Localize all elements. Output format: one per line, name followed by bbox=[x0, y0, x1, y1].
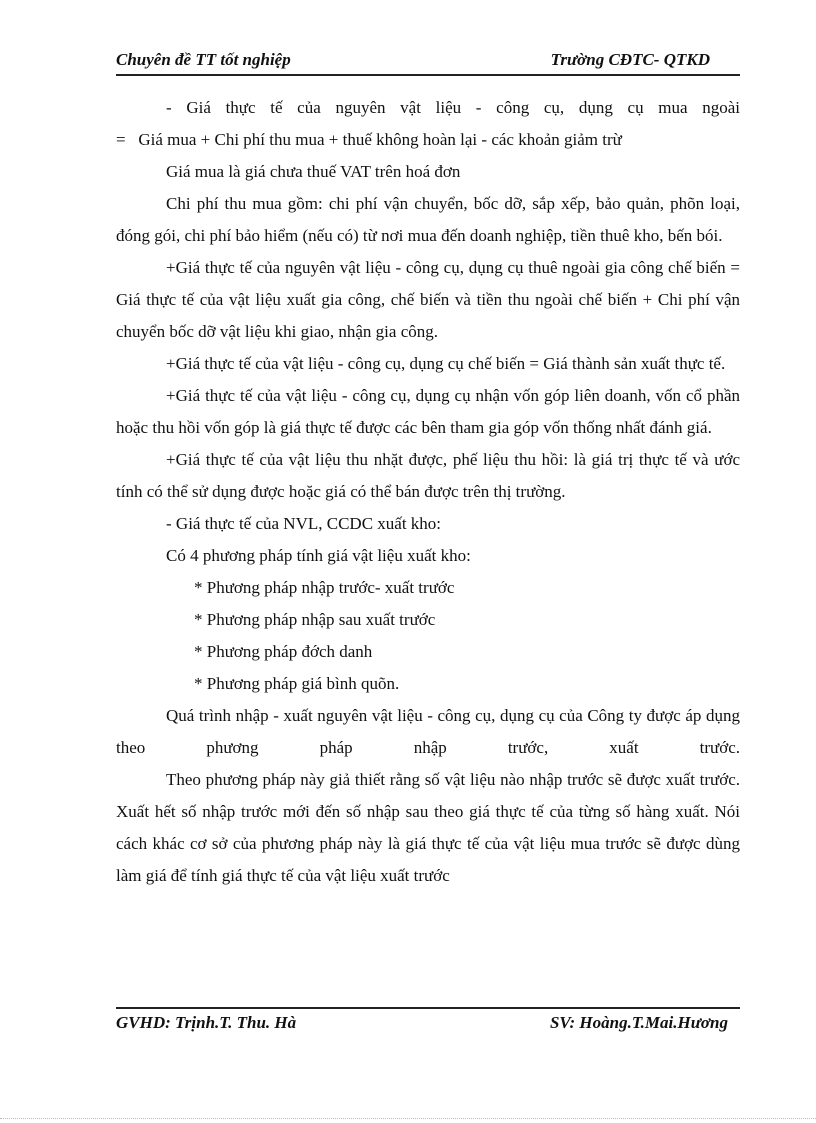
paragraph-scrap-recovery: +Giá thực tế của vật liệu thu nhặt được, phế liệu thu hồi: là giá trị thực tế và ước tính có thể sử dụng được hoặc giá có thể bán được trên thị trường. bbox=[116, 450, 740, 501]
paragraph-capital-contribution: +Giá thực tế của vật liệu - công cụ, dụng cụ nhận vốn góp liên doanh, vốn cổ phần hoặc thu hồi vốn góp là giá thực tế được các bên tham gia góp vốn thống nhất đánh giá. bbox=[116, 386, 740, 437]
list-item: * Phương pháp giá bình quõn. bbox=[194, 674, 400, 693]
document-body bbox=[116, 92, 740, 892]
footer-supervisor: GVHD: Trịnh.T. Thu. Hà bbox=[116, 1013, 297, 1032]
paragraph-fifo-explanation: Theo phương pháp này giả thiết rằng số vật liệu nào nhập trước sẽ được xuất trước. Xuất hết số nhập trước mới đến số nhập sau theo giá thực tế của từng số hàng xuất. Nói cách khác cơ sở của phương pháp này là giá thực tế của vật liệu mua trước sẽ được dùng làm giá để tính giá thực tế của vật liệu xuất trước bbox=[116, 770, 740, 885]
page-footer bbox=[116, 1007, 740, 1039]
paragraph-purchase-costs: Chi phí thu mua gồm: chi phí vận chuyển, bốc dỡ, sắp xếp, bảo quản, phõn loại, đóng gói, chi phí bảo hiểm (nếu có) từ nơi mua đến doanh nghiệp, tiền thuê kho, bến bói. bbox=[116, 194, 740, 245]
paragraph-purchase-price: - Giá thực tế của nguyên vật liệu - công cụ, dụng cụ mua ngoài bbox=[166, 98, 740, 117]
paragraph-methods-intro: Có 4 phương pháp tính giá vật liệu xuất kho: bbox=[166, 546, 471, 565]
list-item: * Phương pháp nhập trước- xuất trước bbox=[194, 578, 455, 597]
page-header bbox=[116, 46, 740, 76]
paragraph-self-processing: +Giá thực tế của vật liệu - công cụ, dụng cụ chế biến = Giá thành sản xuất thực tế. bbox=[166, 354, 726, 373]
page-edge-divider bbox=[0, 1118, 816, 1119]
paragraph-outsourced-processing: +Giá thực tế của nguyên vật liệu - công cụ, dụng cụ thuê ngoài gia công chế biến = Giá thực tế của vật liệu xuất gia công, chế biến và tiền thu ngoài chế biến + Chi phí vận chuyển bốc dỡ vật liệu khi giao, nhận gia công. bbox=[116, 258, 740, 341]
formula-purchase-price: = Giá mua + Chi phí thu mua + thuế không hoàn lại - các khoản giảm trừ bbox=[116, 130, 622, 149]
paragraph-price-definition: Giá mua là giá chưa thuế VAT trên hoá đơn bbox=[166, 162, 461, 181]
list-item: * Phương pháp nhập sau xuất trước bbox=[194, 610, 436, 629]
paragraph-issue-price: - Giá thực tế của NVL, CCDC xuất kho: bbox=[166, 514, 442, 533]
header-school: Trường CĐTC- QTKD bbox=[550, 50, 710, 69]
header-title: Chuyên đề TT tốt nghiệp bbox=[116, 50, 291, 69]
paragraph-company-method: Quá trình nhập - xuất nguyên vật liệu - công cụ, dụng cụ của Công ty được áp dụng theo phương pháp nhập trước, xuất trước. bbox=[116, 706, 740, 757]
list-item: * Phương pháp đớch danh bbox=[194, 642, 373, 661]
footer-student: SV: Hoàng.T.Mai.Hương bbox=[549, 1013, 728, 1032]
